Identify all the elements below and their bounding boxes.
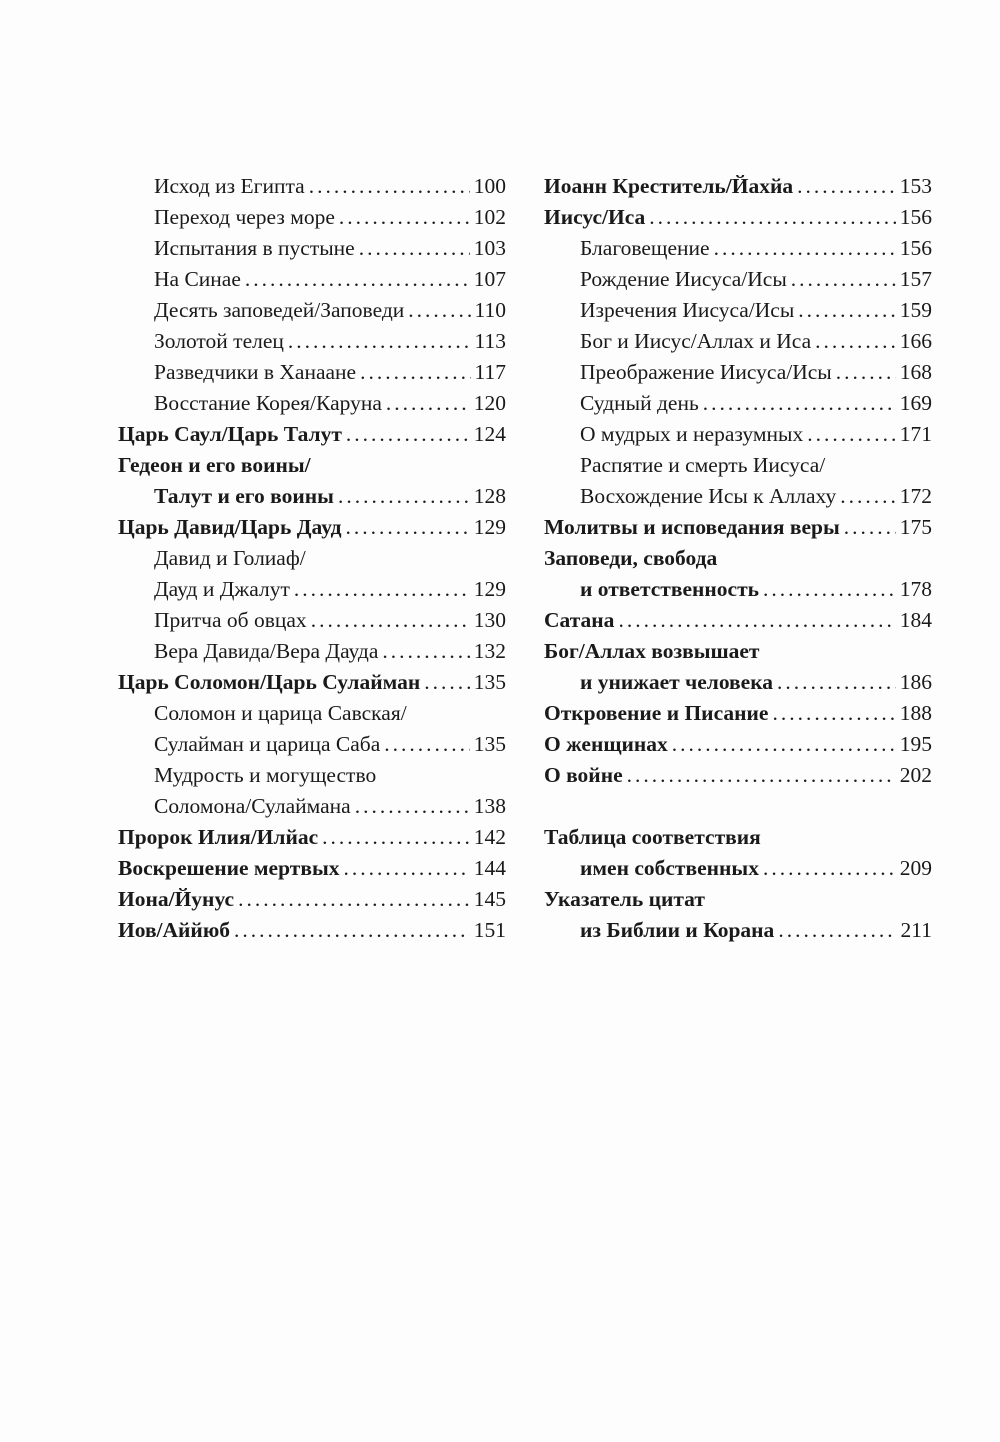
toc-page-number: 130 (473, 608, 506, 632)
toc-page-number: 172 (899, 484, 932, 508)
toc-page-number: 132 (473, 639, 506, 663)
toc-entry-title: Рождение Иисуса/Исы (580, 267, 787, 291)
toc-entry-title: Мудрость и могущество (154, 763, 377, 787)
toc-entry (118, 326, 506, 357)
toc-entry (544, 326, 932, 357)
toc-entry-title: Сулайман и царица Саба (154, 732, 381, 756)
toc-entry (544, 729, 932, 760)
toc-dot-leader (359, 233, 470, 264)
toc-entry (118, 853, 506, 884)
toc-entry (544, 605, 932, 636)
toc-entry (544, 636, 932, 667)
toc-entry-title: Притча об овцах (154, 608, 307, 632)
toc-entry-title: Восстание Корея/Каруна (154, 391, 382, 415)
toc-page-number: 138 (473, 794, 506, 818)
toc-entry (118, 698, 506, 729)
toc-dot-leader (798, 295, 895, 326)
toc-page-number: 175 (899, 515, 932, 539)
toc-page-number: 120 (473, 391, 506, 415)
toc-dot-leader (360, 357, 470, 388)
toc-page-number: 135 (473, 670, 506, 694)
toc-dot-leader (346, 419, 470, 450)
toc-page-number: 110 (474, 298, 506, 322)
toc-entry (118, 667, 506, 698)
toc-entry-title: Таблица соответствия (544, 825, 761, 849)
toc-entry (118, 388, 506, 419)
toc-page-number: 129 (473, 515, 506, 539)
toc-entry-title: Иисус/Иса (544, 205, 646, 229)
toc-dot-leader (627, 760, 896, 791)
toc-entry-title: из Библии и Корана (580, 918, 775, 942)
toc-entry-title: Судный день (580, 391, 699, 415)
toc-entry-title: Иов/Аййюб (118, 918, 231, 942)
toc-entry (118, 233, 506, 264)
toc-dot-leader (649, 202, 895, 233)
toc-dot-leader (355, 791, 470, 822)
toc-page-number: 169 (899, 391, 932, 415)
toc-entry-title: Изречения Иисуса/Исы (580, 298, 795, 322)
toc-entry-title: Распятие и смерть Иисуса/ (580, 453, 826, 477)
toc-entry-title: Заповеди, свобода (544, 546, 718, 570)
toc-entry (544, 915, 932, 946)
toc-entry (118, 357, 506, 388)
toc-gap (544, 791, 932, 822)
toc-dot-leader (703, 388, 896, 419)
toc-page-number: 153 (899, 174, 932, 198)
toc-entry-title: Сатана (544, 608, 615, 632)
toc-page-number: 184 (899, 608, 932, 632)
toc-dot-leader (424, 667, 469, 698)
toc-dot-leader (311, 605, 470, 636)
toc-page-number: 144 (473, 856, 506, 880)
toc-dot-leader (322, 822, 470, 853)
toc-entry-title: Царь Саул/Царь Талут (118, 422, 342, 446)
toc-entry (118, 202, 506, 233)
toc-entry (544, 295, 932, 326)
toc-entry (118, 636, 506, 667)
toc-entry (544, 357, 932, 388)
toc-page-number: 168 (899, 360, 932, 384)
toc-entry-title: и ответственность (580, 577, 760, 601)
toc-dot-leader (288, 326, 471, 357)
toc-page-number: 209 (899, 856, 932, 880)
toc-dot-leader (234, 915, 470, 946)
toc-entry-title: Гедеон и его воины/ (118, 453, 311, 477)
toc-page-number: 117 (474, 360, 506, 384)
toc-page-number: 145 (473, 887, 506, 911)
toc-entry (544, 667, 932, 698)
toc-dot-leader (840, 481, 896, 512)
toc-entry (544, 543, 932, 574)
toc-entry-title: Иона/Йунус (118, 887, 235, 911)
toc-entry-title: Молитвы и исповедания веры (544, 515, 840, 539)
toc-entry (118, 729, 506, 760)
toc-entry-title: Откровение и Писание (544, 701, 769, 725)
toc-entry-title: Бог и Иисус/Аллах и Иса (580, 329, 812, 353)
toc-page-number: 135 (473, 732, 506, 756)
toc-entry (118, 450, 506, 481)
toc-entry (118, 760, 506, 791)
toc-entry-title: О женщинах (544, 732, 668, 756)
toc-entry (544, 760, 932, 791)
toc-entry-title: Царь Соломон/Царь Сулайман (118, 670, 421, 694)
toc-page-number: 211 (900, 918, 932, 942)
toc-page-number: 129 (473, 577, 506, 601)
toc-entry-title: Указатель цитат (544, 887, 705, 911)
toc-dot-leader (714, 233, 896, 264)
toc-dot-leader (238, 884, 470, 915)
toc-page-number: 156 (899, 205, 932, 229)
toc-dot-leader (807, 419, 896, 450)
toc-entry-title: Испытания в пустыне (154, 236, 355, 260)
toc-entry (118, 884, 506, 915)
toc-dot-leader (339, 202, 470, 233)
toc-entry-title: и унижает человека (580, 670, 774, 694)
toc-entry-title: Соломон и царица Савская/ (154, 701, 407, 725)
toc-entry (544, 698, 932, 729)
toc-dot-leader (763, 574, 896, 605)
toc-entry-title: Преображение Иисуса/Исы (580, 360, 832, 384)
toc-dot-leader (763, 853, 896, 884)
toc-entry (118, 605, 506, 636)
toc-page-number: 171 (899, 422, 932, 446)
toc-entry-title: Благовещение (580, 236, 710, 260)
toc-left-column (118, 171, 506, 946)
toc-entry (544, 233, 932, 264)
toc-page-number: 178 (899, 577, 932, 601)
toc-entry (544, 388, 932, 419)
toc-entry-title: Дауд и Джалут (154, 577, 290, 601)
toc-page-number: 188 (899, 701, 932, 725)
toc-dot-leader (815, 326, 896, 357)
toc-dot-leader (836, 357, 896, 388)
toc-dot-leader (778, 915, 896, 946)
toc-entry-title: Переход через море (154, 205, 335, 229)
toc-entry (118, 822, 506, 853)
toc-entry (118, 543, 506, 574)
toc-entry-title: Золотой телец (154, 329, 284, 353)
toc-page-number: 124 (473, 422, 506, 446)
toc-dot-leader (386, 388, 470, 419)
toc-entry (118, 419, 506, 450)
toc-entry-title: Иоанн Креститель/Йахйа (544, 174, 794, 198)
toc-page-number: 107 (473, 267, 506, 291)
toc-dot-leader (777, 667, 896, 698)
toc-page-number: 157 (899, 267, 932, 291)
toc-page-number: 100 (473, 174, 506, 198)
toc-entry (118, 915, 506, 946)
toc-entry-title: Исход из Египта (154, 174, 305, 198)
toc-entry (544, 574, 932, 605)
toc-dot-leader (797, 171, 896, 202)
toc-entry (544, 853, 932, 884)
toc-dot-leader (672, 729, 896, 760)
toc-page-number: 195 (899, 732, 932, 756)
toc-entry (118, 264, 506, 295)
toc-entry (544, 884, 932, 915)
toc-entry (118, 512, 506, 543)
toc-page-number: 156 (899, 236, 932, 260)
toc-entry (544, 822, 932, 853)
toc-page-number: 166 (899, 329, 932, 353)
toc-entry-title: Воскрешение мертвых (118, 856, 340, 880)
toc-entry-title: Восхождение Исы к Аллаху (580, 484, 837, 508)
toc-page-number: 142 (473, 825, 506, 849)
toc-entry-title: Давид и Голиаф/ (154, 546, 306, 570)
toc-entry (118, 574, 506, 605)
toc-dot-leader (338, 481, 470, 512)
toc-entry-title: имен собственных (580, 856, 759, 880)
toc-page-number: 202 (899, 763, 932, 787)
toc-entry (118, 171, 506, 202)
toc-entry-title: На Синае (154, 267, 241, 291)
toc-entry (544, 264, 932, 295)
toc-dot-leader (618, 605, 895, 636)
toc-dot-leader (343, 853, 469, 884)
toc-entry (544, 481, 932, 512)
toc-entry (544, 450, 932, 481)
toc-dot-leader (791, 264, 896, 295)
toc-page-number: 103 (473, 236, 506, 260)
toc-page-number: 102 (473, 205, 506, 229)
toc-dot-leader (408, 295, 470, 326)
toc-page-number: 186 (899, 670, 932, 694)
toc-entry-title: Царь Давид/Царь Дауд (118, 515, 342, 539)
toc-entry-title: Пророк Илия/Илйас (118, 825, 319, 849)
toc-dot-leader (772, 698, 895, 729)
toc-entry-title: Бог/Аллах возвышает (544, 639, 760, 663)
toc-page-number: 128 (473, 484, 506, 508)
toc-dot-leader (245, 264, 470, 295)
toc-right-column (544, 171, 932, 946)
toc-dot-leader (345, 512, 469, 543)
toc-entry-title: Десять заповедей/Заповеди (154, 298, 405, 322)
toc-dot-leader (844, 512, 896, 543)
toc-entry (118, 481, 506, 512)
toc-dot-leader (382, 636, 469, 667)
toc-page-number: 159 (899, 298, 932, 322)
toc-dot-leader (309, 171, 470, 202)
toc-page-number: 151 (473, 918, 506, 942)
toc-entry-title: Разведчики в Ханаане (154, 360, 357, 384)
toc-entry (544, 202, 932, 233)
toc-entry (544, 419, 932, 450)
toc-entry (544, 512, 932, 543)
toc-entry-title: О войне (544, 763, 623, 787)
toc-page-number: 113 (474, 329, 506, 353)
toc-entry-title: Талут и его воины (154, 484, 334, 508)
toc-entry (118, 791, 506, 822)
toc-entry-title: Вера Давида/Вера Дауда (154, 639, 379, 663)
toc-entry (118, 295, 506, 326)
toc-dot-leader (384, 729, 470, 760)
toc-dot-leader (294, 574, 470, 605)
toc-entry-title: Соломона/Сулаймана (154, 794, 351, 818)
toc-entry-title: О мудрых и неразумных (580, 422, 804, 446)
toc-entry (544, 171, 932, 202)
